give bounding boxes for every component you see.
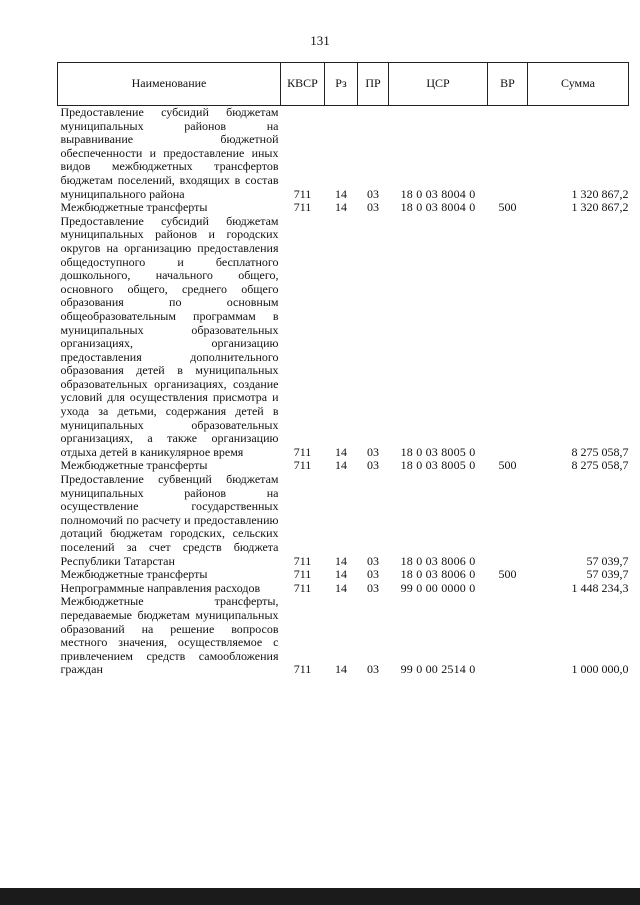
- row-pr: 03: [367, 458, 379, 473]
- table-row: [58, 215, 629, 460]
- row-kvsr: 711: [293, 662, 312, 677]
- header-vr: ВР: [488, 63, 528, 106]
- row-name: Предоставление субвенций бюджетам муниципальных районов на осуществление государственных полномочий по расчету и предоставлению дотаций бюджетам городских, сельских поселений за счет средств бюджета Республики Татарстан: [60, 472, 279, 568]
- row-csr: 18 0 03 8006 0: [400, 567, 476, 582]
- budget-table: [57, 62, 629, 677]
- row-name: Межбюджетные трансферты, передаваемые бюджетам муниципальных образований на решение вопросов местного значения, осуществляемое с привлечением средств самообложения граждан: [60, 594, 279, 677]
- row-pr: 03: [367, 444, 379, 459]
- row-csr: 99 0 00 0000 0: [400, 580, 476, 595]
- table-row: [58, 595, 629, 677]
- row-csr: 18 0 03 8004 0: [400, 186, 476, 201]
- row-vr: [488, 215, 528, 460]
- row-name: Предоставление субсидий бюджетам муниципальных районов на выравнивание бюджетной обеспеченности и предоставление иных видов межбюджетных трансфертов бюджетам поселений, входящих в состав муниципального района: [60, 105, 279, 201]
- row-vr: [488, 106, 528, 202]
- row-rz: 14: [335, 444, 347, 459]
- header-name: Наименование: [58, 63, 281, 106]
- row-vr: 500: [498, 200, 517, 215]
- page-number: 131: [310, 33, 330, 48]
- table-row: [58, 568, 629, 582]
- row-sum: 1 320 867,2: [571, 186, 629, 201]
- row-pr: 03: [367, 200, 379, 215]
- header-pr: ПР: [358, 63, 389, 106]
- row-kvsr: 711: [293, 200, 312, 215]
- row-name: Межбюджетные трансферты: [60, 458, 208, 473]
- row-rz: 14: [335, 200, 347, 215]
- row-rz: 14: [335, 186, 347, 201]
- row-name: Межбюджетные трансферты: [60, 567, 208, 582]
- row-pr: 03: [367, 553, 379, 568]
- row-name: Непрограммные направления расходов: [60, 580, 261, 595]
- row-pr: 03: [367, 567, 379, 582]
- row-rz: 14: [335, 662, 347, 677]
- row-sum: 1 320 867,2: [571, 200, 629, 215]
- row-rz: 14: [335, 567, 347, 582]
- row-kvsr: 711: [293, 458, 312, 473]
- row-sum: 57 039,7: [586, 553, 629, 568]
- row-vr: 500: [498, 458, 517, 473]
- header-csr: ЦСР: [389, 63, 488, 106]
- row-csr: 18 0 03 8004 0: [400, 200, 476, 215]
- row-sum: 8 275 058,7: [571, 458, 629, 473]
- row-sum: 57 039,7: [586, 567, 629, 582]
- header-rz: Рз: [325, 63, 358, 106]
- row-vr: [488, 595, 528, 677]
- row-csr: 18 0 03 8005 0: [400, 444, 476, 459]
- table-row: [58, 201, 629, 215]
- table-row: [58, 459, 629, 473]
- row-kvsr: 711: [293, 186, 312, 201]
- header-kvsr: КВСР: [281, 63, 325, 106]
- row-pr: 03: [367, 662, 379, 677]
- row-rz: 14: [335, 580, 347, 595]
- row-name: Межбюджетные трансферты: [60, 200, 208, 215]
- row-sum: 1 000 000,0: [571, 662, 629, 677]
- scan-bottom-edge: [0, 888, 640, 905]
- row-kvsr: 711: [293, 580, 312, 595]
- table-row: [58, 473, 629, 568]
- header-sum: Сумма: [528, 63, 629, 106]
- row-pr: 03: [367, 186, 379, 201]
- row-sum: 8 275 058,7: [571, 444, 629, 459]
- row-pr: 03: [367, 580, 379, 595]
- row-rz: 14: [335, 458, 347, 473]
- row-kvsr: 711: [293, 553, 312, 568]
- row-name: Предоставление субсидий бюджетам муниципальных районов и городских округов на организацию предоставления общедоступного и бесплатного дошкольного, начального общего, основного общего, среднего общего образования по основным общеобразовательным программам в муниципальных образовательных организациях, организацию предоставления дополнительного образования детей в муниципальных образовательных организациях, создание условий для осуществления присмотра и ухода за детьми, содержания детей в муниципальных образовательных организациях, а также организацию отдыха детей в каникулярное время: [60, 213, 279, 459]
- row-sum: 1 448 234,3: [571, 580, 629, 595]
- row-vr: [488, 473, 528, 568]
- row-vr: [488, 582, 528, 596]
- table-header-row: [58, 63, 629, 106]
- row-kvsr: 711: [293, 567, 312, 582]
- row-csr: 18 0 03 8006 0: [400, 553, 476, 568]
- table-row: [58, 582, 629, 596]
- row-kvsr: 711: [293, 444, 312, 459]
- row-csr: 99 0 00 2514 0: [400, 662, 476, 677]
- row-csr: 18 0 03 8005 0: [400, 458, 476, 473]
- row-vr: 500: [498, 567, 517, 582]
- row-rz: 14: [335, 553, 347, 568]
- table-row: [58, 106, 629, 202]
